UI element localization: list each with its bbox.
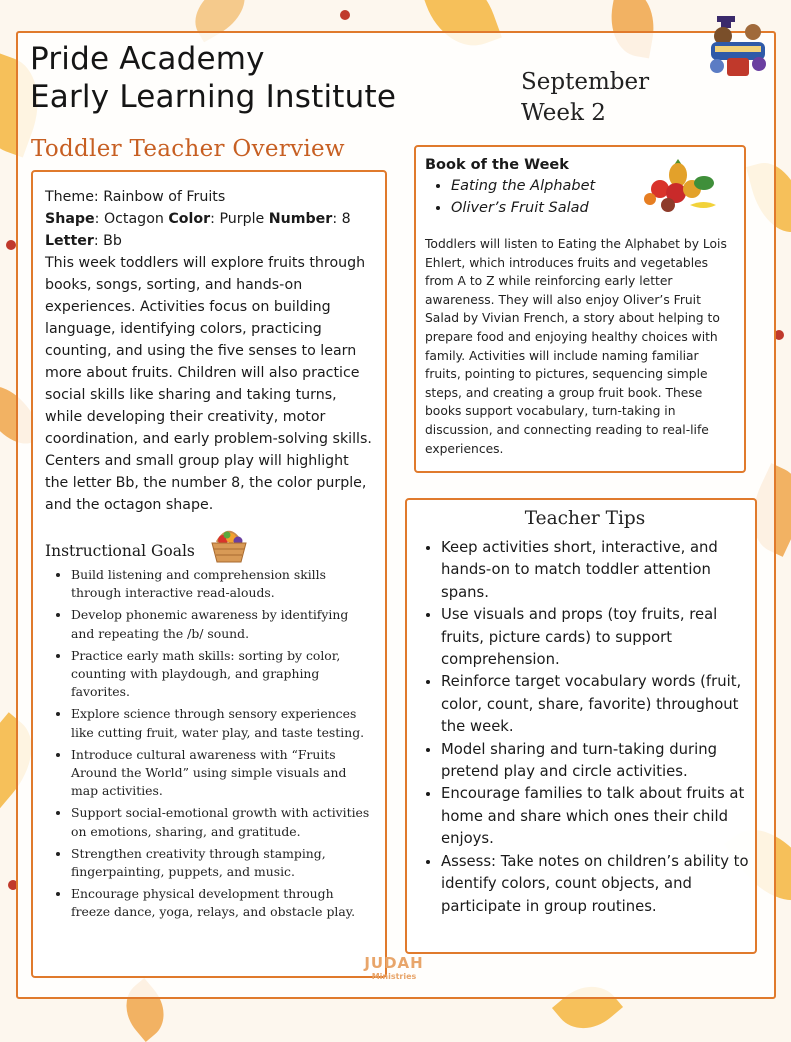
book-item: • Oliver’s Fruit Salad xyxy=(451,197,736,219)
list-item: • Explore science through sensory experiences like cutting fruit, water play, and taste testing. xyxy=(71,705,375,741)
number-value: : 8 xyxy=(332,211,351,227)
list-item: • Reinforce target vocabulary words (fruit, color, count, share, favorite) throughout the week. xyxy=(441,671,749,738)
letter-value: : Bb xyxy=(93,233,122,249)
list-item: • Introduce cultural awareness with “Fruits Around the World” using simple visuals and map activities. xyxy=(71,746,375,801)
letter-line xyxy=(45,230,375,252)
number-label: Number xyxy=(268,211,333,227)
overview-paragraph-1: This week toddlers will explore fruits through books, songs, sorting, and hands-on experiences. Activities focus on building language, identifying colors, practicing counting, and using the five senses to learn more about fruits. Children will also practice social skills like sharing and taking turns, while developing their creativity, motor coordination, and early problem-solving skills. xyxy=(45,255,372,447)
list-item: • Practice early math skills: sorting by color, counting with playdough, and graphing favorites. xyxy=(71,647,375,702)
shape-value: : Octagon xyxy=(94,211,169,227)
overview-paragraph-2: Centers and small group play will highlight the letter Bb, the number 8, the color purple, and the octagon shape. xyxy=(45,453,367,513)
footer-logo-main: JUDAH xyxy=(364,954,424,972)
book-title: Book of the Week xyxy=(425,157,569,173)
overview-card xyxy=(31,170,387,978)
footer-logo xyxy=(362,955,426,995)
teacher-tips-card xyxy=(405,498,757,954)
shape-label: Shape xyxy=(45,211,95,227)
list-item: • Model sharing and turn-taking during pretend play and circle activities. xyxy=(441,739,749,784)
goals-title: Instructional Goals xyxy=(45,542,195,560)
list-item: • Build listening and comprehension skills through interactive read-alouds. xyxy=(71,566,375,602)
book-description: Toddlers will listen to Eating the Alphabet by Lois Ehlert, which introduces fruits and vegetables from A to Z while reinforcing early letter awareness. They will also enjoy Oliver’s Fruit Salad by Vivian French, a story about helping to prepare food and enjoying healthy choices with family. Activities will include naming familiar fruits, pointing to pictures, sequencing simple steps, and creating a group fruit book. These books support vocabulary, turn-taking in discussion, and connecting reading to real-life experiences. xyxy=(425,237,727,456)
list-item: • Keep activities short, interactive, and hands-on to match toddler attention spans. xyxy=(441,537,749,604)
school-title xyxy=(30,40,396,116)
book-item: • Eating the Alphabet xyxy=(451,175,736,197)
title-line-2: Early Learning Institute xyxy=(30,79,397,115)
week-text: Week 2 xyxy=(521,100,606,126)
month-text: September xyxy=(521,69,650,95)
decorative-berry xyxy=(340,10,350,20)
goals-list xyxy=(45,566,375,922)
list-item: • Develop phonemic awareness by identifying and repeating the /b/ sound. xyxy=(71,606,375,642)
color-label: Color xyxy=(168,211,211,227)
list-item: • Support social-emotional growth with activities on emotions, sharing, and gratitude. xyxy=(71,804,375,840)
list-item: • Use visuals and props (toy fruits, real fruits, picture cards) to support comprehension. xyxy=(441,604,749,671)
letter-label: Letter xyxy=(45,233,94,249)
list-item: • Encourage families to talk about fruits at home and share which ones their child enjoys. xyxy=(441,783,749,850)
fruit-pile-icon xyxy=(640,159,720,214)
book-of-week-card xyxy=(414,145,746,473)
tips-list xyxy=(421,537,749,918)
overview-text xyxy=(45,186,375,516)
theme-line: Theme: Rainbow of Fruits xyxy=(45,189,226,205)
title-line-1: Pride Academy xyxy=(30,41,265,77)
fruit-basket-icon xyxy=(207,522,251,566)
section-title: Toddler Teacher Overview xyxy=(31,136,345,162)
list-item: • Assess: Take notes on children’s ability to identify colors, count objects, and participate in group routines. xyxy=(441,851,749,918)
academy-logo-icon xyxy=(703,14,773,84)
goals-header xyxy=(45,536,375,566)
footer-logo-sub: Ministries xyxy=(371,972,417,981)
week-label xyxy=(521,67,649,129)
decorative-berry xyxy=(6,240,16,250)
tips-title: Teacher Tips xyxy=(524,508,646,529)
shape-color-number-line xyxy=(45,208,375,230)
color-value: : Purple xyxy=(210,211,269,227)
list-item: • Encourage physical development through freeze dance, yoga, relays, and obstacle play. xyxy=(71,885,375,921)
list-item: • Strengthen creativity through stamping, fingerpainting, puppets, and music. xyxy=(71,845,375,881)
